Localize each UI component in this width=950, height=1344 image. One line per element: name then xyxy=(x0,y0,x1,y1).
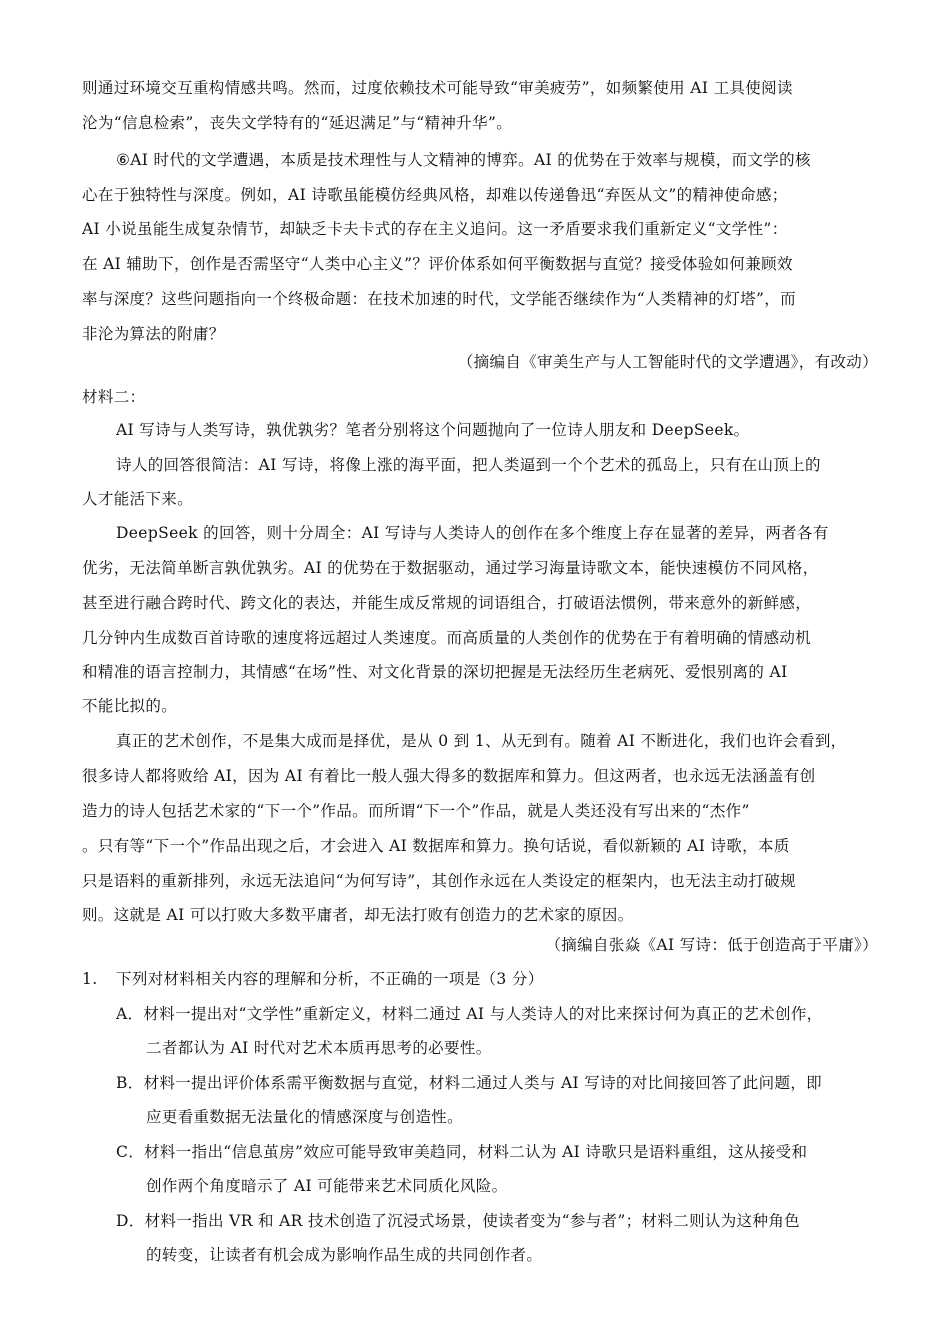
material1-paragraph-6-start: ⑥AI 时代的文学遭遇，本质是技术理性与人文精神的博弈。AI 的优势在于效率与规模，而文学的核 xyxy=(116,151,811,169)
material2-line: 和精准的语言控制力，其情感“在场”性、对文化背景的深切把握是无法经历生老病死、爱恨别离的 AI xyxy=(82,663,788,681)
material1-line: 则通过环境交互重构情感共鸣。然而，过度依赖技术可能导致“审美疲劳”，如频繁使用 AI 工具使阅读 xyxy=(82,79,793,97)
material1-line: 在 AI 辅助下，创作是否需坚守“人类中心主义”？评价体系如何平衡数据与直觉？接受体验如何兼顾效 xyxy=(82,255,793,273)
option-a-line2: 二者都认为 AI 时代对艺术本质再思考的必要性。 xyxy=(146,1039,492,1057)
question-stem: 下列对材料相关内容的理解和分析，不正确的一项是（3 分） xyxy=(116,970,544,988)
material2-line: 只是语料的重新排列，永远无法追问“为何写诗”，其创作永远在人类设定的框架内，也无法主动打破规 xyxy=(82,872,796,890)
material2-line: 几分钟内生成数百首诗歌的速度将远超过人类速度。而高质量的人类创作的优势在于有着明确的情感动机 xyxy=(82,629,812,647)
material2-line: 诗人的回答很简洁：AI 写诗，将像上涨的海平面，把人类逼到一个个艺术的孤岛上，只有在山顶上的 xyxy=(116,456,821,474)
option-b-line2: 应更看重数据无法量化的情感深度与创造性。 xyxy=(146,1108,464,1126)
material2-line: 甚至进行融合跨时代、跨文化的表达，并能生成反常规的词语组合，打破语法惯例，带来意外的新鲜感， xyxy=(82,594,812,612)
option-d-line1: D．材料一指出 VR 和 AR 技术创造了沉浸式场景，使读者变为“参与者”；材料二则认为这种角色 xyxy=(116,1212,801,1230)
material2-line: 优劣，无法简单断言孰优孰劣。AI 的优势在于数据驱动，通过学习海量诗歌文本，能快速模仿不同风格， xyxy=(82,559,819,577)
material1-line: 沦为“信息检索”，丧失文学特有的“延迟满足”与“精神升华”。 xyxy=(82,114,513,132)
material2-heading: 材料二： xyxy=(82,388,146,406)
material2-line: DeepSeek 的回答，则十分周全：AI 写诗与人类诗人的创作在多个维度上存在显著的差异，两者各有 xyxy=(116,524,829,542)
material1-line: 非沦为算法的附庸？ xyxy=(82,325,225,343)
material2-line: 人才能活下来。 xyxy=(82,490,193,508)
material2-line: 则。这就是 AI 可以打败大多数平庸者，却无法打败有创造力的艺术家的原因。 xyxy=(82,906,634,924)
material2-line: 不能比拟的。 xyxy=(82,697,178,715)
option-c-line1: C．材料一指出“信息茧房”效应可能导致审美趋同，材料二认为 AI 诗歌只是语料重组，这从接受和 xyxy=(116,1143,808,1161)
material2-line: 真正的艺术创作，不是集大成而是择优，是从 0 到 1、从无到有。随着 AI 不断进化，我们也许会看到， xyxy=(116,732,847,750)
material2-line: 很多诗人都将败给 AI，因为 AI 有着比一般人强大得多的数据库和算力。但这两者，也永远无法涵盖有创 xyxy=(82,767,816,785)
material2-line: 。只有等“下一个”作品出现之后，才会进入 AI 数据库和算力。换句话说，看似新颖的 AI 诗歌，本质 xyxy=(82,837,790,855)
material2-source: （摘编自张焱《AI 写诗：低于创造高于平庸》） xyxy=(545,936,878,954)
material1-line: 心在于独特性与深度。例如，AI 诗歌虽能模仿经典风格，却难以传递鲁迅“弃医从文”的精神使命感； xyxy=(82,186,788,204)
material2-line: AI 写诗与人类写诗，孰优孰劣？笔者分别将这个问题抛向了一位诗人朋友和 DeepSeek。 xyxy=(116,421,750,439)
material1-line: AI 小说虽能生成复杂情节，却缺乏卡夫卡式的存在主义追问。这一矛盾要求我们重新定义“文学性”： xyxy=(82,220,788,238)
option-a-line1: A．材料一提出对“文学性”重新定义，材料二通过 AI 与人类诗人的对比来探讨何为真正的艺术创作， xyxy=(116,1005,823,1023)
option-d-line2: 的转变，让读者有机会成为影响作品生成的共同创作者。 xyxy=(146,1246,543,1264)
option-b-line1: B．材料一提出评价体系需平衡数据与直觉，材料二通过人类与 AI 写诗的对比间接回答了此问题，即 xyxy=(116,1074,823,1092)
option-c-line2: 创作两个角度暗示了 AI 可能带来艺术同质化风险。 xyxy=(146,1177,508,1195)
material2-line: 造力的诗人包括艺术家的“下一个”作品。而所谓“下一个”作品，就是人类还没有写出来的“杰作” xyxy=(82,802,750,820)
question-number: 1. xyxy=(82,970,98,988)
material1-source: （摘编自《审美生产与人工智能时代的文学遭遇》，有改动） xyxy=(457,353,878,371)
material1-line: 率与深度？这些问题指向一个终极命题：在技术加速的时代，文学能否继续作为“人类精神的灯塔”，而 xyxy=(82,290,796,308)
